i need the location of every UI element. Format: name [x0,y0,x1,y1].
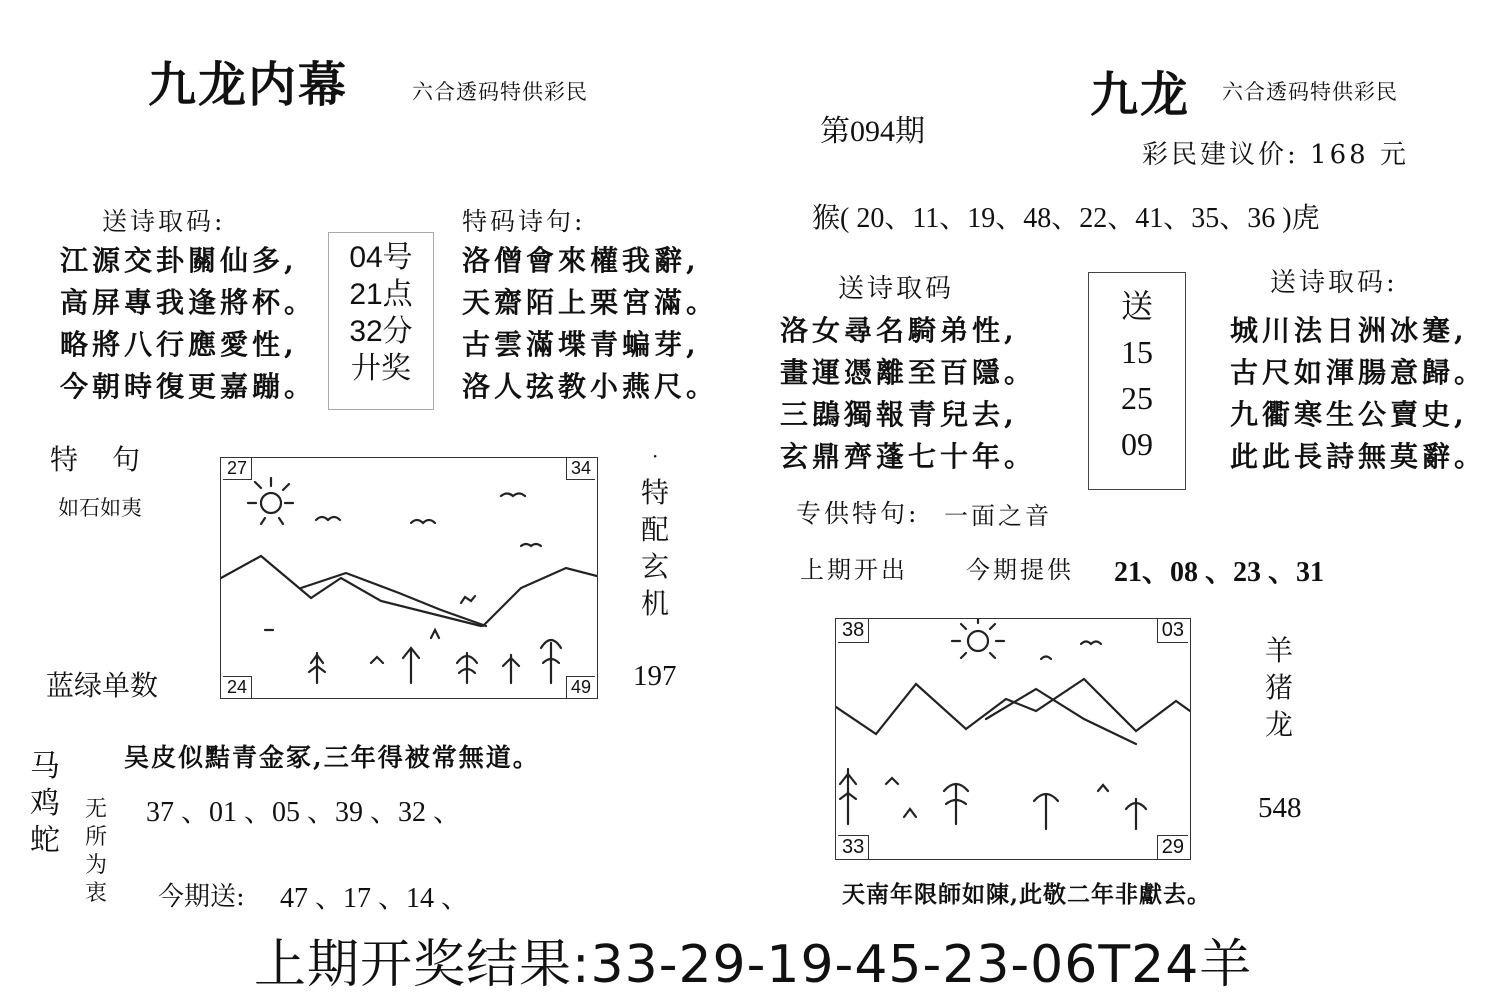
corner-number: 24 [223,676,252,698]
poem-line: 九衢寒生公賣史, [1230,398,1468,431]
right-side-vertical: 羊猪龙 [1264,634,1293,741]
left-send-numbers: 47 、17 、14 、 [280,883,470,914]
code-box-line: 04号 [349,241,413,274]
corner-number: 38 [838,619,869,643]
poem-line: 天齋陌上栗宮滿。 [462,286,719,319]
monkey-tiger-line: 猴( 20、11、19、48、22、41、35、36 )虎 [812,203,1320,234]
corner-number: 33 [838,835,869,859]
poem-line: 略將八行應愛性, [60,328,298,361]
this-issue-label: 今期提供 [966,556,1074,584]
corner-number: 34 [566,458,595,480]
left-picture [220,457,598,699]
poem-line: 此此長詩無莫辭。 [1230,440,1487,473]
poem-line: 古雲滿堞青蝙芽, [462,328,700,361]
right-side-number: 548 [1258,792,1302,824]
poem-line: 城川法日洲冰蹇, [1230,314,1468,347]
left-subtitle: 六合透码特供彩民 [412,80,588,104]
corner-number: 27 [223,458,252,480]
left-color-label: 蓝绿单数 [46,669,159,702]
suggested-price: 彩民建议价: 168 元 [1142,140,1409,170]
right-special-label: 专供特句: [796,499,920,528]
left-numbers-row: 37 、01 、05 、39 、32 、 [146,797,462,828]
left-title: 九龙内幕 [148,57,349,113]
right-special-phrase: 一面之音 [944,502,1052,530]
code-box-line: 廾奖 [351,352,411,385]
left-special-phrase: 如石如夷 [58,496,142,520]
issue-number: 第094期 [820,115,925,148]
right-landscape-drawing [836,619,1190,859]
this-issue-numbers: 21、08 、23 、31 [1114,557,1325,588]
left-poem-header-b: 特码诗句: [462,207,586,236]
poem-line: 三鵾獨報青兒去, [780,398,1018,431]
corner-number: 03 [1157,619,1188,643]
code-box-line: 21点 [349,278,413,311]
poem-line: 古尺如渾腸意歸。 [1230,356,1487,389]
code-box-line: 32分 [349,315,413,348]
left-poem-b [462,240,718,408]
left-side-number: 197 [633,660,677,692]
left-side-vertical: 特配玄机 [640,476,669,620]
left-landscape-drawing [221,458,597,698]
right-poem-header-b: 送诗取码: [1270,268,1398,298]
right-poem-b [1230,310,1486,478]
poem-line: 畫運憑離至百隱。 [780,356,1037,389]
poem-line: 高屏專我逢將杯。 [60,286,317,319]
left-bottom-line: 吴皮似黠青金冢,三年得被常無道。 [124,743,540,772]
left-zodiac-vertical: 马鸡蛇 [30,749,60,858]
last-draw-result: 上期开奖结果:33-29-19-45-23-06T24羊 [254,935,1253,995]
left-wusuo-vertical: 无所为衷 [84,797,107,906]
poem-line: 玄鼎齊蓬七十年。 [780,440,1037,473]
right-picture [835,618,1191,860]
right-poem-header-a: 送诗取码 [838,274,955,304]
right-title: 九龙 [1090,67,1191,123]
left-special-label: 特 句 [50,443,144,476]
left-code-box [328,232,434,410]
code-box-line: 25 [1121,380,1153,416]
right-code-box [1088,272,1186,490]
right-poem-a [780,310,1036,478]
last-issue-label: 上期开出 [800,556,908,584]
code-box-line: 15 [1121,334,1153,370]
poem-line: 今朝時復更嘉蹦。 [60,370,317,403]
poem-line: 洛女尋名騎弟性, [780,314,1018,347]
left-poem-a [60,240,316,408]
left-side-dot: · [652,444,659,468]
corner-number: 29 [1157,835,1188,859]
code-box-line: 09 [1121,426,1153,462]
poem-line: 洛僧會來權我辭, [462,244,700,277]
left-poem-header-a: 送诗取码: [102,207,226,236]
right-subtitle: 六合透码特供彩民 [1222,80,1398,104]
right-caption: 天南年限師如陳,此敬二年非獻去。 [842,881,1212,908]
code-box-line: 送 [1120,288,1153,324]
left-send-label: 今期送: [158,882,245,912]
poem-line: 江源交卦關仙多, [60,244,298,277]
poem-line: 洛人弦教小燕尺。 [462,370,719,403]
corner-number: 49 [566,676,595,698]
